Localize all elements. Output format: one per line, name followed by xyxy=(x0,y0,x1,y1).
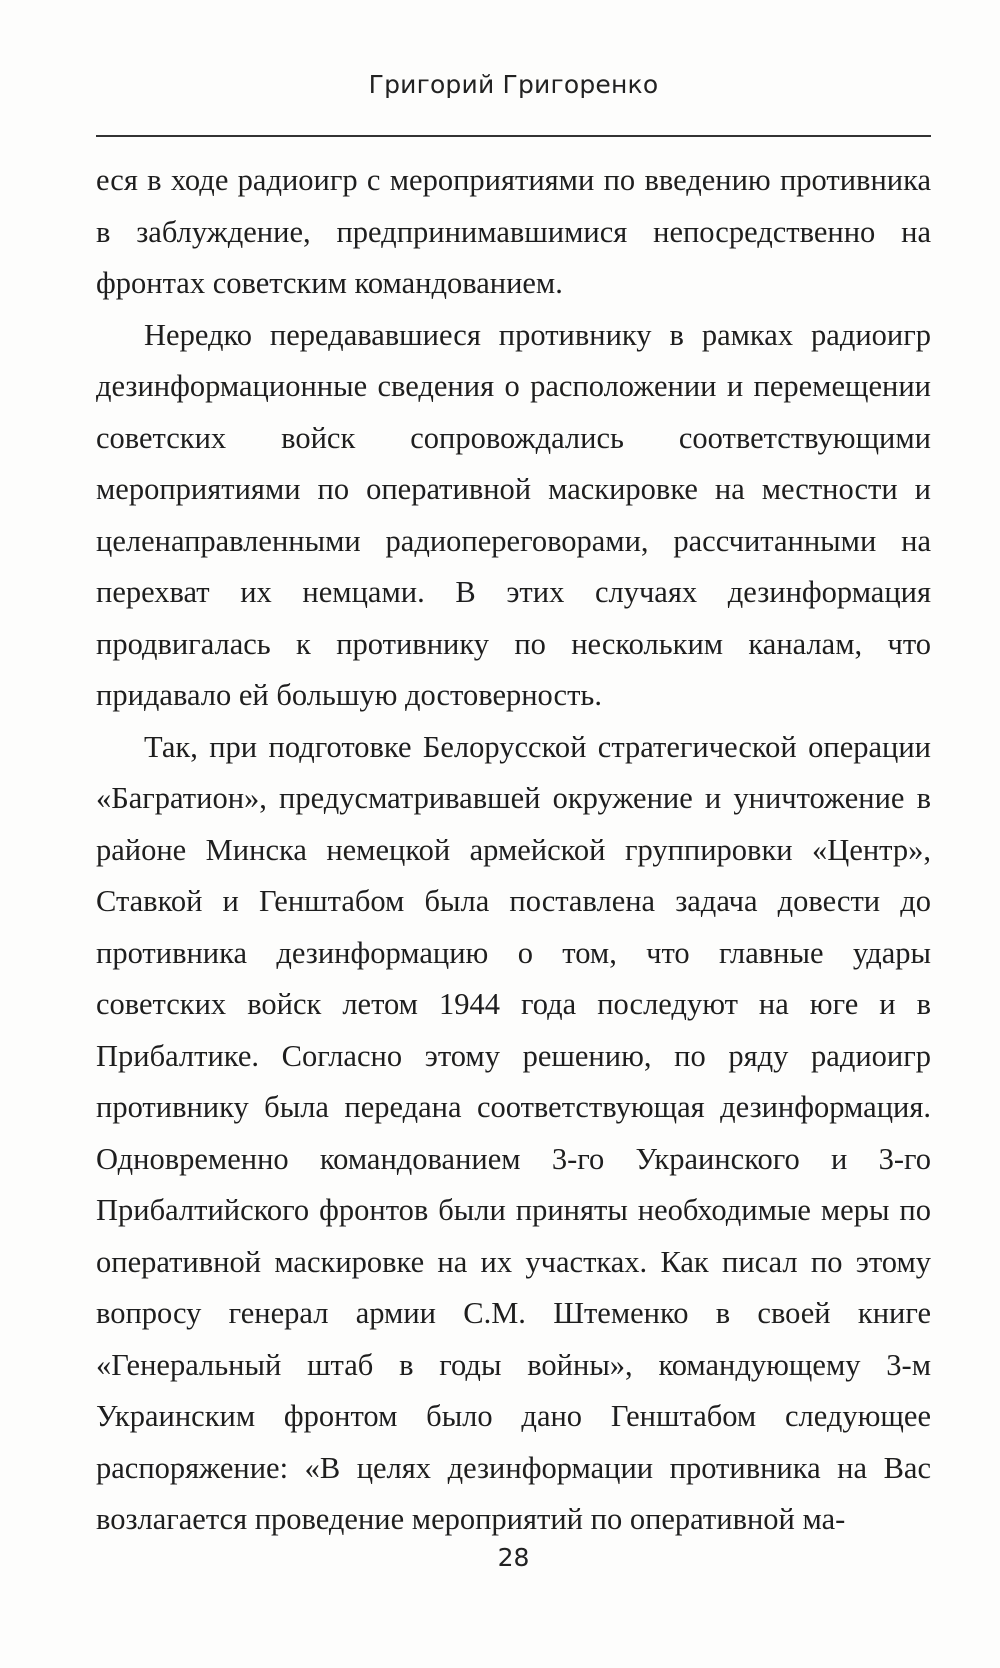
body-text xyxy=(96,155,931,1546)
page-number: 28 xyxy=(497,1543,530,1572)
header-rule xyxy=(96,135,931,137)
paragraph-continuation: еся в ходе радиоигр с мероприятиями по введению противника в заблуждение, предпринимавшимися непосредственно на фронтах советским командованием. xyxy=(96,163,931,300)
paragraph: Нередко передававшиеся противнику в рамках радиоигр дезинформационные сведения о расположении и перемещении советских войск сопровождались соответствующими мероприятиями по оперативной маскировке на местности и целенаправленными радиопереговорами, рассчитанными на перехват их немцами. В этих случаях дезинформация продвигалась к противнику по нескольким каналам, что придавало ей большую достоверность. xyxy=(96,317,931,712)
paragraph: Так, при подготовке Белорусской стратегической операции «Багратион», предусматривавшей окружение и уничтожение в районе Минска немецкой армейской группировки «Центр», Ставкой и Генштабом была поставлена задача довести до противника дезинформацию о том, что главные удары советских войск летом 1944 года последуют на юге и в Прибалтике. Согласно этому решению, по ряду радиоигр противнику была передана соответствующая дезинформация. Одновременно командованием 3-го Украинского и 3-го Прибалтийского фронтов были приняты необходимые меры по оперативной маскировке на их участках. Как писал по этому вопросу генерал армии С.М. Штеменко в своей книге «Генеральный штаб в годы войны», командующему 3-м Украинским фронтом было дано Генштабом следующее распоряжение: «В целях дезинформации противника на Вас возлагается проведение мероприятий по оперативной ма- xyxy=(96,729,931,1536)
running-head-title: Григорий Григоренко xyxy=(368,70,659,99)
